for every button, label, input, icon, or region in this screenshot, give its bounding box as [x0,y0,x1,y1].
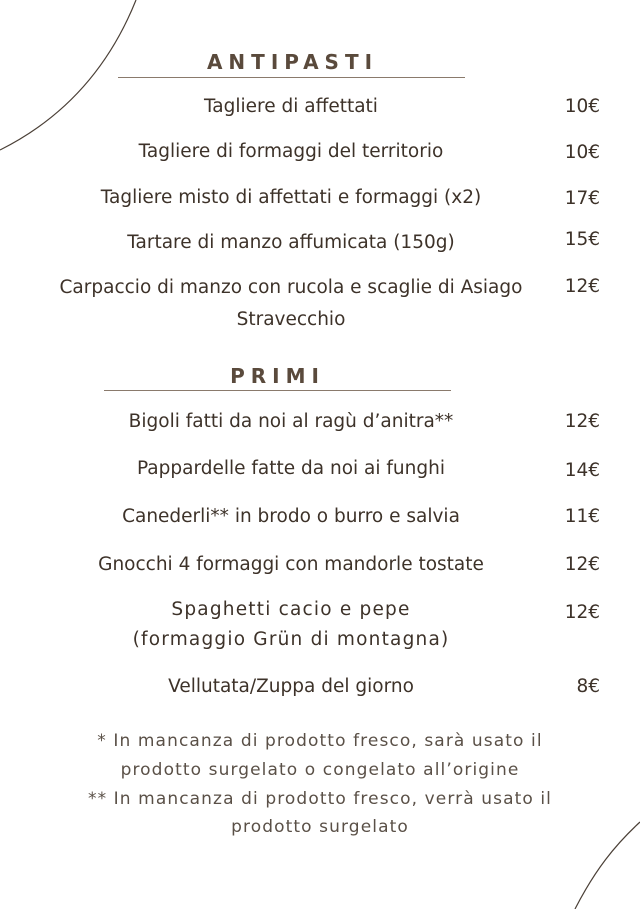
dish-tagliere-misto: Tagliere misto di affettati e formaggi (x2) [100,187,482,208]
price-canederli: 11€ [564,506,600,527]
price-gnocchi: 12€ [564,554,600,575]
price-spaghetti: 12€ [564,602,600,623]
dish-carpaccio-line1: Carpaccio di manzo con rucola e scaglie di Asiago [59,277,523,298]
footnote-line-2: prodotto surgelato o congelato all’origine [120,760,520,780]
dish-tagliere-formaggi: Tagliere di formaggi del territorio [138,141,444,162]
footnote-line-3: ** In mancanza di prodotto fresco, verrà usato il [87,789,553,809]
dish-tartare: Tartare di manzo affumicata (150g) [127,232,455,253]
price-bigoli: 12€ [564,411,600,432]
dish-spaghetti-line1: Spaghetti cacio e pepe [171,599,411,620]
dish-bigoli: Bigoli fatti da noi al ragù d’anitra** [128,411,454,432]
price-tagliere-misto: 17€ [564,188,600,209]
top-left-arc [0,0,136,150]
dish-carpaccio-line2: Stravecchio [236,309,346,330]
dish-gnocchi: Gnocchi 4 formaggi con mandorle tostate [98,554,484,575]
dish-vellutata: Vellutata/Zuppa del giorno [168,676,414,697]
footnote-line-1: * In mancanza di prodotto fresco, sarà usato il [97,731,543,751]
dish-spaghetti-line2: (formaggio Grün di montagna) [132,629,450,650]
price-tagliere-affettati: 10€ [564,96,600,117]
antipasti-divider [118,77,465,78]
price-tagliere-formaggi: 10€ [564,142,600,163]
price-pappardelle: 14€ [564,460,600,481]
bottom-right-arc [575,822,640,909]
footnote-line-4: prodotto surgelato [231,817,409,837]
price-tartare: 15€ [564,229,600,250]
price-vellutata: 8€ [576,676,600,697]
dish-canederli: Canederli** in brodo o burro e salvia [122,506,460,527]
price-carpaccio: 12€ [564,276,600,297]
primi-heading: PRIMI [230,364,325,388]
antipasti-heading: ANTIPASTI [206,50,379,74]
dish-pappardelle: Pappardelle fatte da noi ai funghi [136,458,445,479]
primi-divider [104,390,451,391]
dish-tagliere-affettati: Tagliere di affettati [204,96,378,117]
